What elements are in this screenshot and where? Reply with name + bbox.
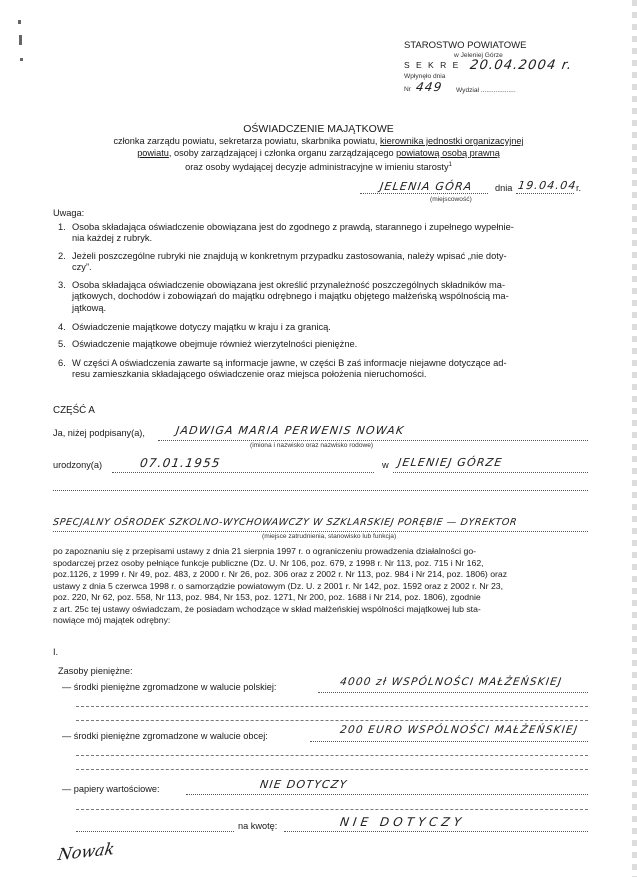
zasoby-label: Zasoby pieniężne: xyxy=(58,666,133,676)
born-place-dots xyxy=(393,472,588,473)
note-number: 6. xyxy=(58,358,66,368)
stamp-received-label: Wpłynęło dnia xyxy=(404,73,446,80)
pln-extra-line xyxy=(76,720,588,721)
papers-extra-line xyxy=(76,809,588,810)
blank-dots xyxy=(53,490,588,491)
dnia-label: dnia xyxy=(495,183,513,193)
amount-handwritten: NIE DOTYCZY xyxy=(339,815,466,829)
title-subtitle-line2 xyxy=(0,148,637,159)
stamp-wydzial: Wydział ................... xyxy=(456,87,516,94)
born-label: urodzony(a) xyxy=(53,460,103,470)
note-item xyxy=(58,251,592,274)
subtitle-part: członka zarządu powiatu, sekretarza powiatu, skarbnika powiatu, xyxy=(113,136,381,146)
note-item xyxy=(58,222,592,245)
stamp-number-label: Nr xyxy=(404,86,411,93)
r-label: r. xyxy=(576,183,582,193)
foreign-extra-line xyxy=(76,769,588,770)
margin-mark xyxy=(19,35,22,45)
part-a-heading: CZĘŚĆ A xyxy=(53,405,95,416)
papers-label: — papiery wartościowe: xyxy=(62,784,160,794)
amount-leading-dots xyxy=(76,831,234,832)
papers-handwritten: NIE DOTYCZY xyxy=(259,778,349,791)
note-number: 5. xyxy=(58,339,66,349)
title-subtitle-line3: oraz osoby wydającej decyzje administracyjne w imieniu starosty$^1$ xyxy=(185,162,452,173)
note-item xyxy=(58,358,592,381)
note-text: Osoba składająca oświadczenie obowiązana jest do zgodnego z prawdą, starannego i zupełnego wypełnie- nia każdej z rubryk. xyxy=(72,222,514,244)
foreign-label: — środki pieniężne zgromadzone w walucie obcej: xyxy=(62,731,268,741)
pln-dots xyxy=(318,692,588,693)
note-text: Jeżeli poszczególne rubryki nie znajdują w konkretnym przypadku zastosowania, należy wpisać „nie doty- czy”. xyxy=(72,251,507,273)
margin-mark xyxy=(20,58,23,61)
foreign-handwritten: 200 EURO WSPÓLNOŚCI MAŁŻEŃSKIEJ xyxy=(339,724,579,736)
name-dots xyxy=(158,440,588,441)
foreign-dots xyxy=(310,741,588,742)
subtitle-underlined: powiatową osobą prawną xyxy=(396,148,500,158)
place-date-row xyxy=(360,180,610,210)
section-numeral: I. xyxy=(53,647,59,657)
ja-label: Ja, niżej podpisany(a), xyxy=(53,428,145,438)
papers-dots xyxy=(186,794,588,795)
signature-initials: Nowak xyxy=(56,838,116,865)
stamp-date: 20.04.2004 r. xyxy=(468,58,574,73)
born-date-dots xyxy=(112,472,374,473)
stamp-city: w Jeleniej Górze xyxy=(454,52,503,59)
stamp-dept: S E K R E xyxy=(404,60,461,70)
amount-dots xyxy=(284,831,588,832)
stamp-number: 449 xyxy=(415,80,444,94)
date-handwritten: 19.04.04 xyxy=(517,179,578,192)
uwaga-label: Uwaga: xyxy=(53,208,85,218)
note-text: W części A oświadczenia zawarte są informacje jawne, w części B zaś informacje niejawne dotyczące ad- resu zamieszkania składającego oświadczenie oraz miejsca położenia nieruchomości. xyxy=(72,358,507,380)
margin-mark xyxy=(18,20,21,24)
born-in-label: w xyxy=(382,460,389,470)
place-caption: (miejscowość) xyxy=(430,196,472,203)
name-caption: (imiona i nazwisko oraz nazwisko rodowe) xyxy=(250,442,374,449)
note-item xyxy=(58,280,592,314)
job-dots xyxy=(53,531,588,532)
amount-label: na kwotę: xyxy=(238,821,278,831)
date-dots xyxy=(516,193,574,194)
pln-extra-line xyxy=(76,706,588,707)
job-caption: (miejsce zatrudnienia, stanowisko lub funkcja) xyxy=(262,533,397,540)
note-number: 3. xyxy=(58,280,66,290)
note-text: Osoba składająca oświadczenie obowiązana jest określić przynależność poszczególnych składników ma- jątkowych, dochodów i zobowiązań do majątku odrębnego i majątku objętego małżeńską wspólnością ma- jątkową. xyxy=(72,280,509,313)
pln-label: — środki pieniężne zgromadzone w walucie polskiej: xyxy=(62,682,277,692)
born-date-handwritten: 07.01.1955 xyxy=(139,456,222,470)
receipt-stamp xyxy=(392,40,574,100)
pln-handwritten: 4000 zł WSPÓLNOŚCI MAŁŻEŃSKIEJ xyxy=(339,676,564,688)
note-number: 2. xyxy=(58,251,66,261)
subtitle-part: , osoby zarządzającej i członka organu zarządzającego xyxy=(168,148,397,158)
born-place-handwritten: JELENIEJ GÓRZE xyxy=(397,456,504,469)
place-handwritten: JELENIA GÓRA xyxy=(379,180,474,193)
subtitle-underlined: kierownika jednostki organizacyjnej xyxy=(380,136,524,146)
title-subtitle-line1 xyxy=(0,136,637,147)
note-item xyxy=(58,322,592,333)
note-text: Oświadczenie majątkowe obejmuje również wierzytelności pieniężne. xyxy=(72,339,358,349)
note-number: 1. xyxy=(58,222,66,232)
note-item xyxy=(58,339,592,350)
foreign-extra-line xyxy=(76,755,588,756)
note-text: Oświadczenie majątkowe dotyczy majątku w kraju i za granicą. xyxy=(72,322,331,332)
subtitle-part: oraz osoby wydającej decyzje administracyjne w imieniu starosty xyxy=(185,162,449,173)
name-handwritten: JADWIGA MARIA PERWENIS NOWAK xyxy=(175,424,406,437)
legal-text: po zapoznaniu się z przepisami ustawy z dnia 21 sierpnia 1997 r. o ograniczeniu prowadzenia działalności go- spodarczej przez osoby pełniące funkcje publiczne (Dz. U. Nr 106, poz. 679, z 1998 r. Nr 113, poz. 715 i Nr 162, poz.1126, z 1999 r. Nr 49, poz. 483, z 2000 r. Nr 26, poz. 306 oraz z 2002 r. Nr 113, poz. 984 i Nr 214, poz. 1806) oraz ustawy z dnia 5 czerwca 1998 r. o samorządzie powiatowym (Dz. U. z 2001 r. Nr 142, poz. 1592 oraz z 2002 r. Nr 23, poz. 220, Nr 62, poz. 558, Nr 113, poz. 984, Nr 153, poz. 1271, Nr 200, poz. 1688 i Nr 214, poz. 1806), zgodnie z art. 25c tej ustawy oświadczam, że posiadam wchodzące w skład małżeńskiej wspólności majątkowej lub sta- nowiące mój majątek odrębny: xyxy=(53,546,508,625)
place-dots xyxy=(360,193,488,194)
subtitle-underlined: powiatu xyxy=(137,148,169,158)
stamp-office: STAROSTWO POWIATOWE xyxy=(404,40,527,51)
document-title: OŚWIADCZENIE MAJĄTKOWE xyxy=(243,123,394,135)
note-number: 4. xyxy=(58,322,66,332)
job-handwritten: SPECJALNY OŚRODEK SZKOLNO-WYCHOWAWCZY W SZKLARSKIEJ PORĘBIE — DYREKTOR xyxy=(52,517,518,528)
